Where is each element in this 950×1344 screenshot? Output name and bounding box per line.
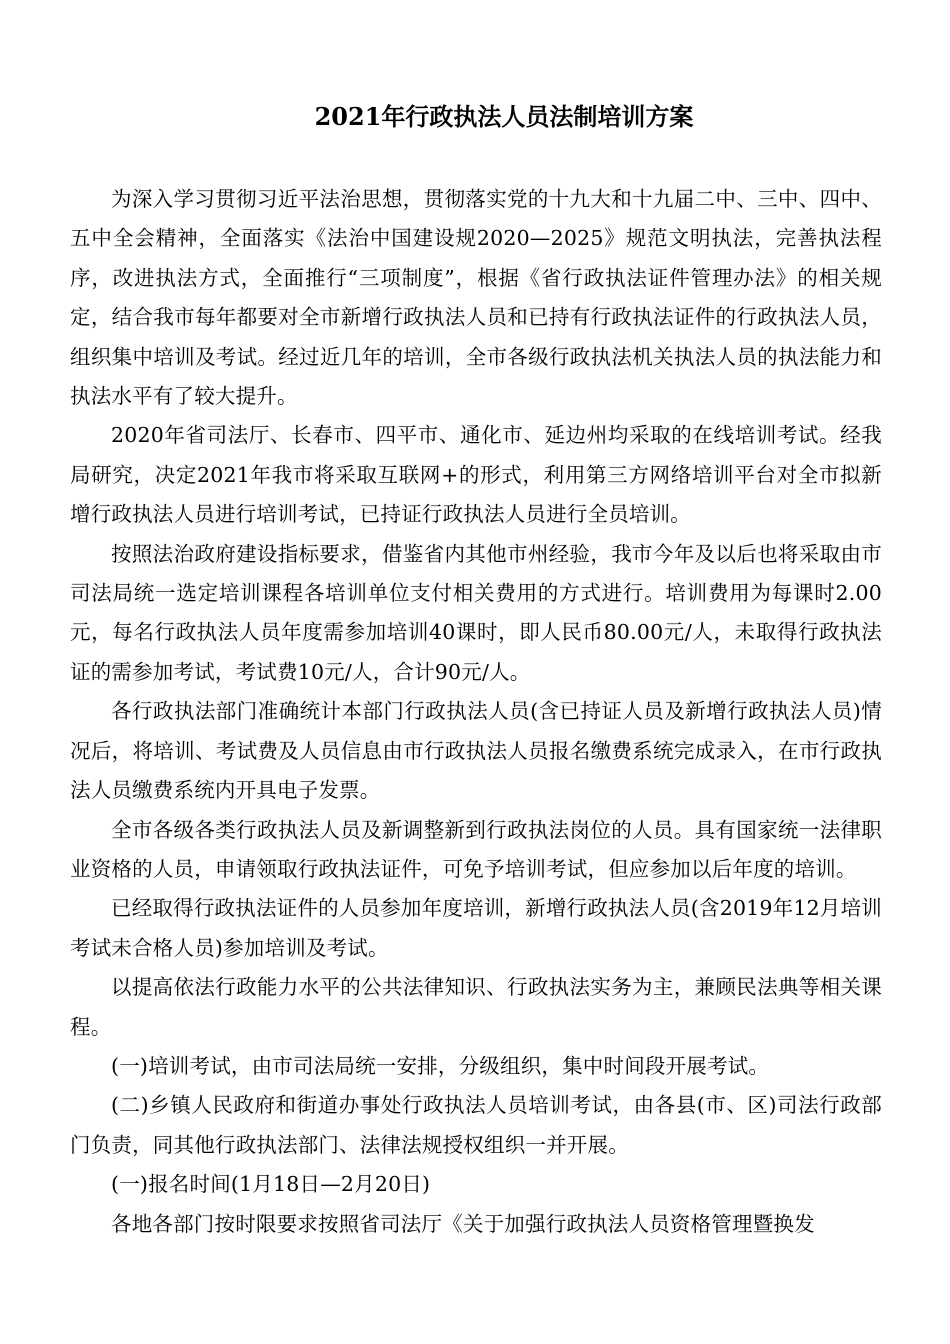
document-body	[70, 180, 882, 1244]
paragraph-9: (二)乡镇人民政府和街道办事处行政执法人员培训考试，由各县(市、区)司法行政部门负责，同其他行政执法部门、法律法规授权组织一并开展。	[70, 1093, 882, 1157]
paragraph-2: 2020年省司法厅、长春市、四平市、通化市、延边州均采取的在线培训考试。经我局研究，决定2021年我市将采取互联网+的形式，利用第三方网络培训平台对全市拟新增行政执法人员进行培训考试，已持证行政执法人员进行全员培训。	[70, 423, 882, 527]
paragraph-3: 按照法治政府建设指标要求，借鉴省内其他市州经验，我市今年及以后也将采取由市司法局统一选定培训课程各培训单位支付相关费用的方式进行。培训费用为每课时2.00元，每名行政执法人员年度需参加培训40课时，即人民币80.00元/人，未取得行政执法证的需参加考试，考试费10元/人，合计90元/人。	[70, 541, 882, 684]
paragraph-11: 各地各部门按时限要求按照省司法厅《关于加强行政执法人员资格管理暨换发	[111, 1211, 815, 1236]
paragraph-1: 为深入学习贯彻习近平法治思想，贯彻落实党的十九大和十九届二中、三中、四中、五中全会精神，全面落实《法治中国建设规2020—2025》规范文明执法，完善执法程序，改进执法方式，全面推行“三项制度”，根据《省行政执法证件管理办法》的相关规定，结合我市每年都要对全市新增行政执法人员和已持有行政执法证件的行政执法人员，组织集中培训及考试。经过近几年的培训，全市各级行政执法机关执法人员的执法能力和执法水平有了较大提升。	[70, 187, 882, 409]
paragraph-8: (一)培训考试，由市司法局统一安排，分级组织，集中时间段开展考试。	[111, 1053, 770, 1078]
paragraph-7: 以提高依法行政能力水平的公共法律知识、行政执法实务为主，兼顾民法典等相关课程。	[70, 975, 882, 1039]
paragraph-6: 已经取得行政执法证件的人员参加年度培训，新增行政执法人员(含2019年12月培训考试未合格人员)参加培训及考试。	[70, 896, 882, 960]
paragraph-5: 全市各级各类行政执法人员及新调整新到行政执法岗位的人员。具有国家统一法律职业资格的人员，申请领取行政执法证件，可免予培训考试，但应参加以后年度的培训。	[70, 817, 882, 881]
paragraph-4: 各行政执法部门准确统计本部门行政执法人员(含已持证人员及新增行政执法人员)情况后，将培训、考试费及人员信息由市行政执法人员报名缴费系统完成录入，在市行政执法人员缴费系统内开具电子发票。	[70, 699, 882, 803]
document-title: 2021年行政执法人员法制培训方案	[314, 102, 694, 131]
paragraph-10: (一)报名时间(1月18日—2月20日)	[111, 1172, 431, 1197]
